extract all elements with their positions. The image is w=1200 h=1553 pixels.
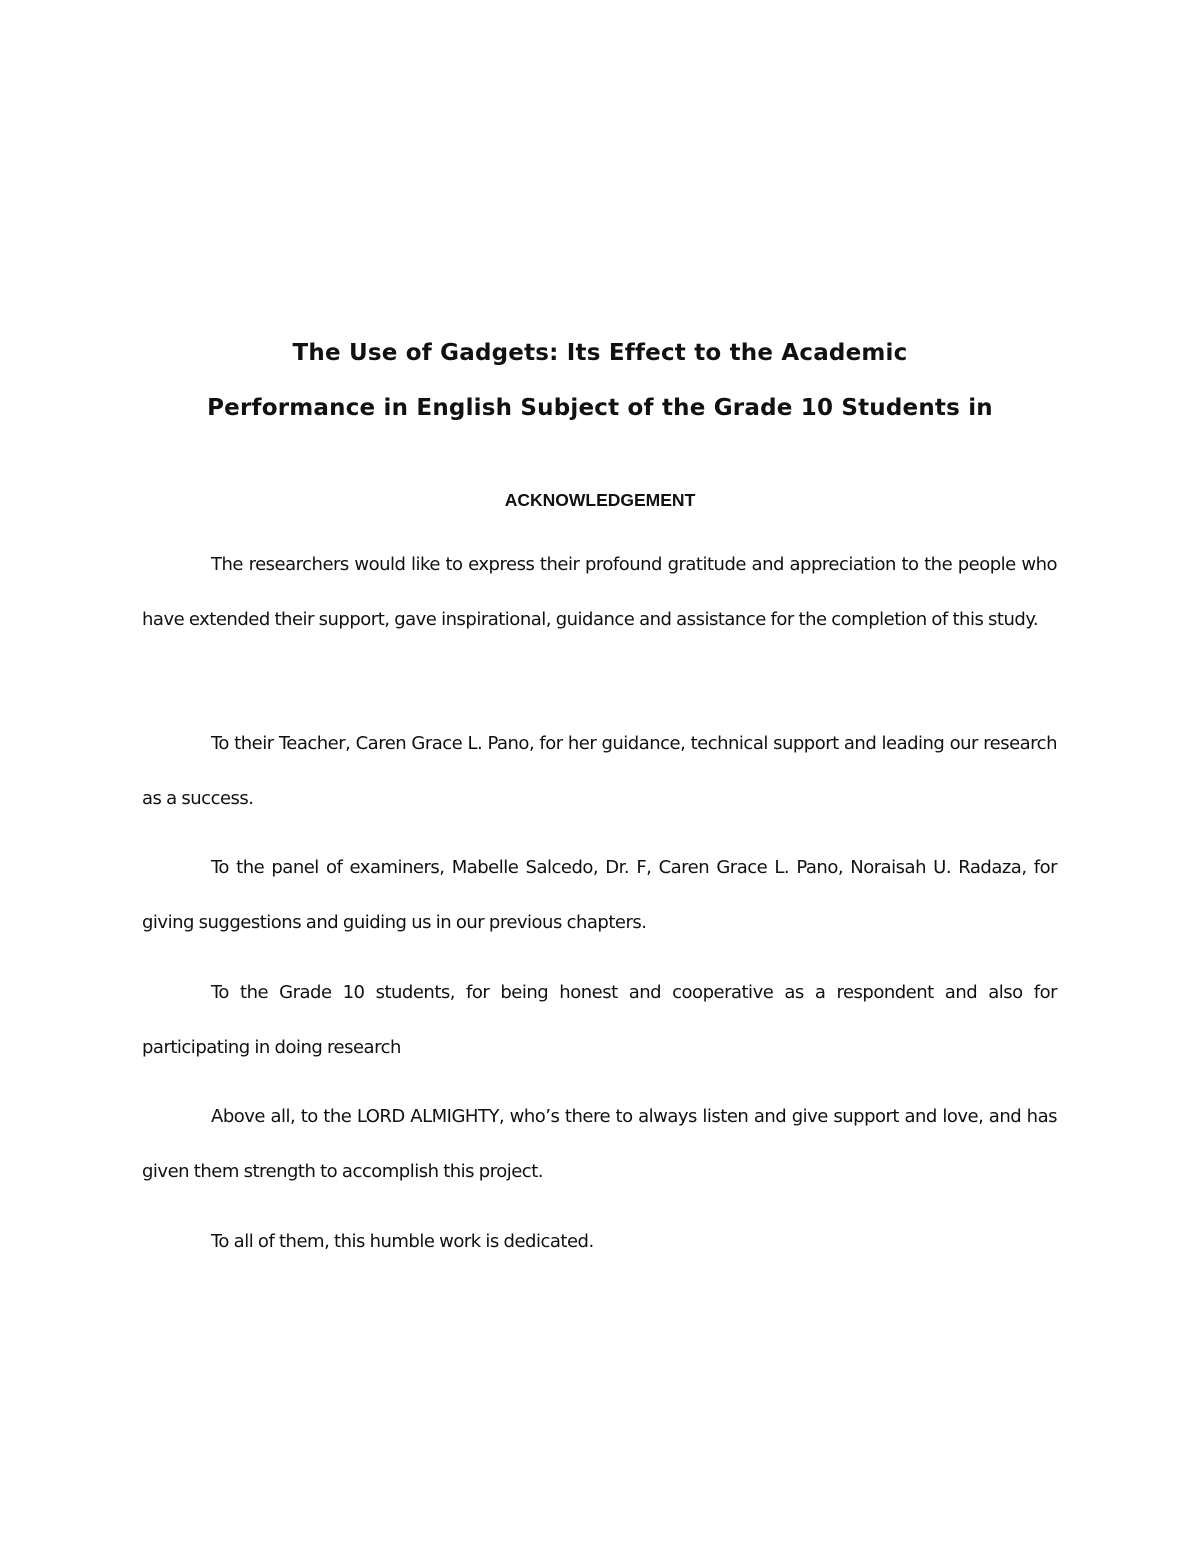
- acknowledgement-paragraph: To all of them, this humble work is dedicated.: [211, 1231, 594, 1252]
- acknowledgement-paragraph: To the panel of examiners, Mabelle Salcedo, Dr. F, Caren Grace L. Pano, Noraisah U. Radaza, for giving suggestions and guiding us in our previous chapters.: [142, 857, 1057, 933]
- acknowledgement-paragraph: The researchers would like to express their profound gratitude and appreciation to the people who have extended their support, gave inspirational, guidance and assistance for the completion of this study.: [142, 554, 1057, 630]
- acknowledgement-paragraph: To the Grade 10 students, for being honest and cooperative as a respondent and also for participating in doing research: [142, 982, 1057, 1058]
- acknowledgement-paragraph: Above all, to the LORD ALMIGHTY, who’s there to always listen and give support and love, and has given them strength to accomplish this project.: [142, 1106, 1057, 1182]
- document-title-line-2: Performance in English Subject of the Grade 10 Students in: [207, 395, 993, 421]
- acknowledgement-paragraph: To their Teacher, Caren Grace L. Pano, for her guidance, technical support and leading our research as a success.: [142, 733, 1057, 809]
- document-title-line-1: The Use of Gadgets: Its Effect to the Academic: [292, 340, 908, 366]
- section-heading: ACKNOWLEDGEMENT: [504, 490, 696, 510]
